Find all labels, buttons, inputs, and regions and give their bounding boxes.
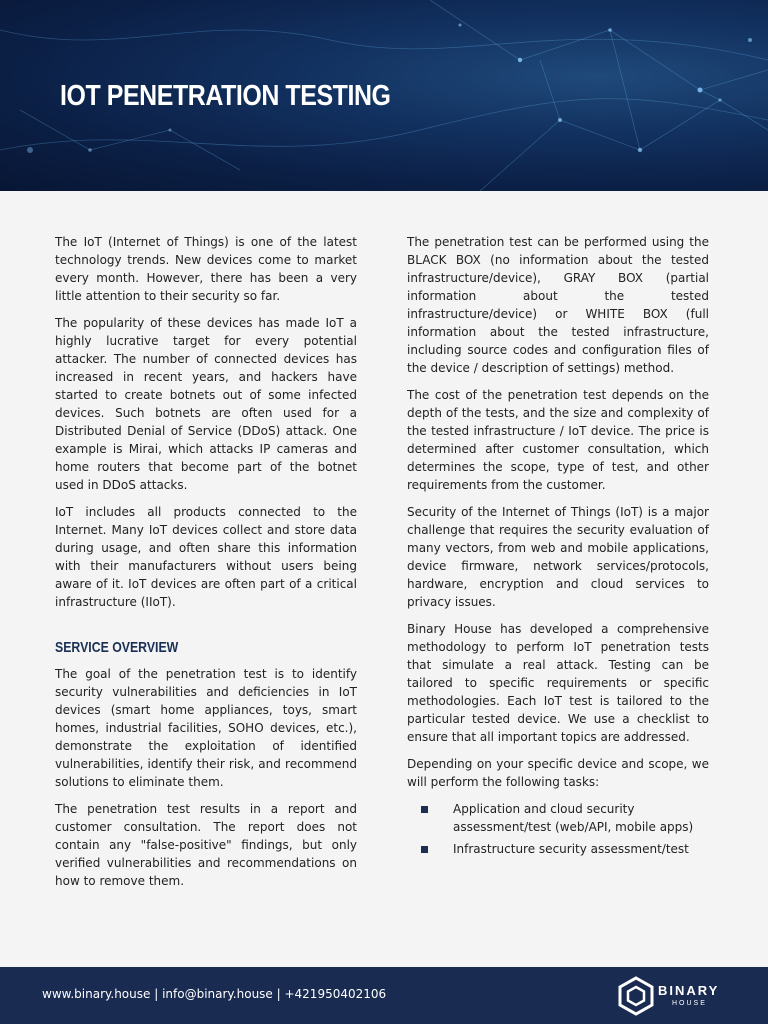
cost-paragraph: The cost of the penetration test depends on the depth of the tests, and the size and complexity of the tested infrastructure / IoT device. The price is determined after customer consultation, which determines the scope, type of test, and other requirements from the customer. <box>407 388 709 492</box>
logo-wordmark: BINARY <box>658 983 720 998</box>
hexagon-logo-icon <box>616 976 656 1016</box>
page-title: IOT PENETRATION TESTING <box>60 80 391 112</box>
section-title-service-overview: SERVICE OVERVIEW <box>55 639 179 656</box>
task-text: Application and cloud security assessment/test (web/API, mobile apps) <box>453 802 694 834</box>
overview-paragraph-2: The penetration test results in a report and customer consultation. The report does not contain any "false-positive" findings, but only verified vulnerabilities and recommendations on how to remove them. <box>55 802 357 888</box>
methodology-paragraph: Binary House has developed a comprehensive methodology to perform IoT penetration tests that simulate a real attack. Testing can be tailored to specific requirements or specific methodologies. Each IoT test is tailored to the particular tested device. We use a checklist to ensure that all important topics are addressed. <box>407 622 709 744</box>
left-column <box>55 233 357 899</box>
intro-paragraph-2: The popularity of these devices has made IoT a highly lucrative target for every potential attacker. The number of connected devices has increased in recent years, and hackers have started to create botnets out of some infected devices. Such botnets are often used for a Distributed Denial of Service (DDoS) attack. One example is Mirai, which attacks IP cameras and home routers that become part of the botnet used in DDoS attacks. <box>55 316 357 492</box>
square-bullet-icon <box>421 846 428 853</box>
header-banner <box>0 0 768 191</box>
tasks-intro-paragraph: Depending on your specific device and scope, we will perform the following tasks: <box>407 757 709 789</box>
right-column <box>407 233 709 862</box>
task-text: Infrastructure security assessment/test <box>453 842 689 856</box>
square-bullet-icon <box>421 806 428 813</box>
intro-paragraph-1: The IoT (Internet of Things) is one of the latest technology trends. New devices come to market every month. However, there has been a very little attention to their security so far. <box>55 235 357 303</box>
intro-paragraph-3: IoT includes all products connected to the Internet. Many IoT devices collect and store data during usage, and often share this information with their manufacturers without users being aware of it. IoT devices are often part of a critical infrastructure (IIoT). <box>55 505 357 609</box>
list-item <box>421 800 709 836</box>
footer-contact-info[interactable]: www.binary.house | info@binary.house | +421950402106 <box>42 987 387 1001</box>
tasks-list <box>407 800 709 858</box>
security-paragraph: Security of the Internet of Things (IoT) is a major challenge that requires the security evaluation of many vectors, from web and mobile applications, device firmware, network services/protocols, hardware, encryption and cloud services to privacy issues. <box>407 505 709 609</box>
footer-bar <box>0 967 768 1024</box>
list-item <box>421 840 709 858</box>
logo-subtext: HOUSE <box>672 1000 707 1007</box>
overview-paragraph-1: The goal of the penetration test is to identify security vulnerabilities and deficiencies in IoT devices (smart home appliances, toys, smart homes, industrial facilities, SOHO devices, etc.), demonstrate the exploitation of identified vulnerabilities, identify their risk, and recommend solutions to eliminate them. <box>55 667 357 789</box>
methods-paragraph: The penetration test can be performed using the BLACK BOX (no information about the tested infrastructure/device), GRAY BOX (partial information about the tested infrastructure/device) or WHITE BOX (full information about the tested infrastructure, including source codes and configuration files of the device / description of settings) method. <box>407 235 709 375</box>
binary-house-logo <box>616 976 728 1016</box>
